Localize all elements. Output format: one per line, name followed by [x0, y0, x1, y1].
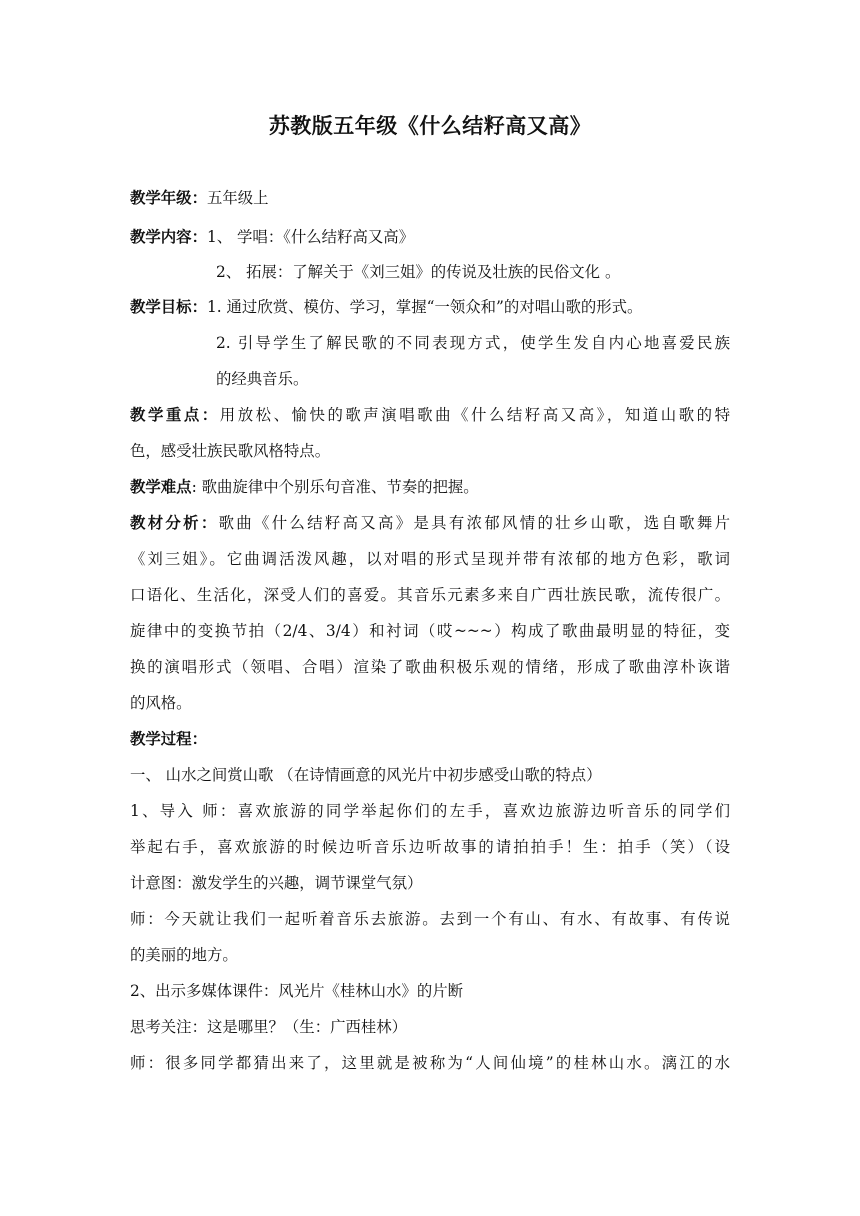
text-analysis-2: 《刘三姐》。它曲调活泼风趣，以对唱的形式呈现并带有浓郁的地方色彩，歌词: [130, 550, 730, 568]
line-process: [130, 729, 730, 749]
line-goal-3: [216, 369, 730, 389]
text-multimedia: 2、出示多媒体课件：风光片《桂林山水》的片断: [130, 982, 463, 1000]
text-analysis-5: 换的演唱形式（领唱、合唱）渲染了歌曲积极乐观的情绪，形成了歌曲淳朴诙谐: [130, 658, 730, 676]
line-goal-2: [216, 333, 730, 353]
text-key-point-1: 用放松、愉快的歌声演唱歌曲《什么结籽高又高》，知道山歌的特: [219, 406, 730, 424]
text-goal-2: 2. 引导学生了解民歌的不同表现方式，使学生发自内心地喜爱民族: [216, 334, 730, 352]
line-grade: [130, 188, 730, 208]
text-teacher-2: 的美丽的地方。: [130, 946, 238, 964]
label-content: 教学内容：: [130, 228, 207, 246]
line-key-point-2: [130, 441, 730, 461]
line-key-point: [130, 405, 730, 425]
text-key-point-2: 色，感受壮族民歌风格特点。: [130, 442, 331, 460]
text-grade: 五年级上: [206, 189, 269, 207]
line-goal: [130, 297, 730, 317]
text-goal-1: 1. 通过欣赏、模仿、学习，掌握“一领众和”的对唱山歌的形式。: [206, 298, 643, 316]
line-teacher-1: [130, 909, 730, 929]
line-analysis-6: [130, 693, 730, 713]
line-analysis-4: [130, 621, 730, 641]
line-section-1: [130, 765, 730, 785]
text-section-1: 一、 山水之间赏山歌 （在诗情画意的风光片中初步感受山歌的特点）: [130, 766, 602, 784]
line-question: [130, 1017, 730, 1037]
text-analysis-1: 歌曲《什么结籽高又高》是具有浓郁风情的壮乡山歌，选自歌舞片: [218, 514, 730, 532]
label-goal: 教学目标：: [130, 298, 207, 316]
line-intro-1: [130, 801, 730, 821]
label-difficulty: 教学难点: [130, 478, 192, 496]
line-multimedia: [130, 981, 730, 1001]
line-analysis: [130, 513, 730, 533]
line-content-2: [216, 262, 730, 282]
label-process: 教学过程：: [130, 730, 207, 748]
label-analysis: 教材分析：: [130, 514, 219, 532]
text-goal-3: 的经典音乐。: [216, 370, 309, 388]
text-content-1: 1、 学唱：《什么结籽高又高》: [206, 228, 415, 246]
label-grade: 教学年级：: [130, 189, 207, 207]
text-intro-1: 1、导入 师：喜欢旅游的同学举起你们的左手，喜欢边旅游边听音乐的同学们: [130, 802, 730, 820]
text-analysis-4: 旋律中的变换节拍（2/4、3/4）和衬词（哎~~~）构成了歌曲最明显的特征，变: [130, 622, 730, 640]
line-analysis-3: [130, 585, 730, 605]
line-analysis-2: [130, 549, 730, 569]
text-teacher-1: 师：今天就让我们一起听着音乐去旅游。去到一个有山、有水、有故事、有传说: [130, 910, 730, 928]
label-key-point: 教学重点：: [130, 406, 220, 424]
text-teacher-3: 师：很多同学都猜出来了，这里就是被称为“人间仙境”的桂林山水。漓江的水: [130, 1054, 730, 1072]
line-difficulty: [130, 477, 730, 497]
line-teacher-3: [130, 1053, 730, 1073]
document-title: 苏教版五年级《什么结籽高又高》: [268, 113, 592, 138]
text-analysis-6: 的风格。: [130, 694, 192, 712]
text-intro-3: 计意图：激发学生的兴趣，调节课堂气氛）: [130, 874, 423, 892]
text-content-2: 2、 拓展：了解关于《刘三姐》的传说及壮族的民俗文化 。: [216, 263, 621, 281]
text-intro-2: 举起右手，喜欢旅游的时候边听音乐边听故事的请拍拍手！生：拍手（笑）（设: [130, 838, 730, 856]
line-teacher-2: [130, 945, 730, 965]
text-difficulty: : 歌曲旋律中个别乐句音准、节奏的把握。: [191, 478, 479, 496]
text-question: 思考关注：这是哪里？（生：广西桂林）: [130, 1018, 408, 1036]
line-intro-3: [130, 873, 730, 893]
line-content: [130, 227, 730, 247]
text-analysis-3: 口语化、生活化，深受人们的喜爱。其音乐元素多来自广西壮族民歌，流传很广。: [130, 586, 730, 604]
line-analysis-5: [130, 657, 730, 677]
line-intro-2: [130, 837, 730, 857]
